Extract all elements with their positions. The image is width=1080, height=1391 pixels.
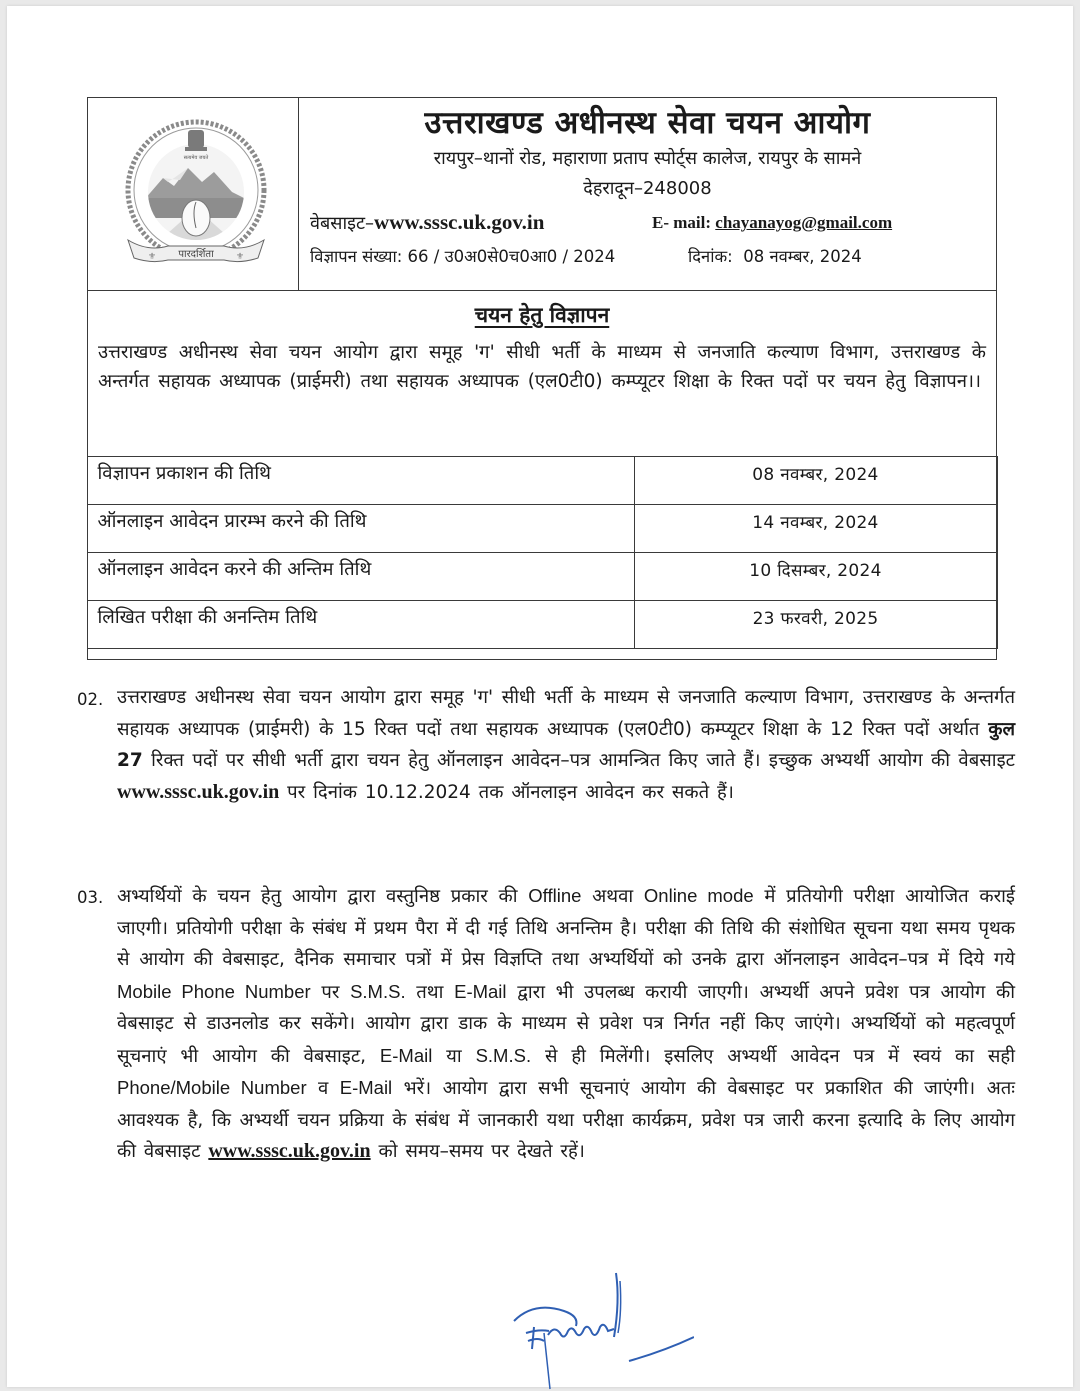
document-page xyxy=(7,6,1073,1387)
address-line-2: देहरादून–248008 xyxy=(583,178,712,199)
letterhead xyxy=(88,98,996,291)
commission-emblem-icon xyxy=(108,112,284,278)
logo-cell xyxy=(88,98,299,290)
website-link[interactable]: www.sssc.uk.gov.in xyxy=(208,1140,371,1162)
date-label-cell: ऑनलाइन आवेदन प्रारम्भ करने की तिथि xyxy=(87,505,634,553)
paragraph-body: उत्तराखण्ड अधीनस्थ सेवा चयन आयोग द्वारा समूह 'ग' सीधी भर्ती के माध्यम से जनजाति कल्याण विभाग, उत्तराखण्ड के अन्तर्गत सहायक अध्यापक (प्राईमरी) के 15 रिक्त पदों तथा सहायक अध्यापक (एल0टी0) कम्प्यूटर शिक्षा के 12 रिक्त पदों अर्थात कुल 27 रिक्त पदों पर सीधी भर्ती द्वारा चयन हेतु ऑनलाइन आवेदन–पत्र आमन्त्रित किए जाते हैं। इच्छुक अभ्यर्थी आयोग की वेबसाइट www.sssc.uk.gov.in पर दिनांक 10.12.2024 तक ऑनलाइन आवेदन कर सकते हैं। xyxy=(117,687,1015,803)
website-label: वेबसाइट– xyxy=(310,213,375,234)
notice-title: चयन हेतु विज्ञापन xyxy=(474,303,610,327)
table-row xyxy=(87,601,997,649)
paragraph-number: 03. xyxy=(77,888,104,907)
website-link[interactable]: www.sssc.uk.gov.in xyxy=(117,780,280,803)
svg-text:सत्यमेव जयते: सत्यमेव जयते xyxy=(183,155,209,161)
date-value-cell: 23 फरवरी, 2025 xyxy=(634,601,997,649)
email-line xyxy=(652,210,892,236)
date-label: दिनांक: xyxy=(688,247,738,266)
date-value-cell: 10 दिसम्बर, 2024 xyxy=(634,553,997,601)
important-dates-table xyxy=(87,456,998,649)
svg-text:⚜: ⚜ xyxy=(236,252,245,262)
paragraph-03 xyxy=(77,880,1015,1168)
notice-intro: उत्तराखण्ड अधीनस्थ सेवा चयन आयोग द्वारा समूह 'ग' सीधी भर्ती के माध्यम से जनजाति कल्याण विभाग, उत्तराखण्ड के अन्तर्गत सहायक अध्यापक (प्राईमरी) तथा सहायक अध्यापक (एल0टी0) कम्प्यूटर शिक्षा के रिक्त पदों पर चयन हेतु विज्ञापन।। xyxy=(98,342,986,392)
table-row xyxy=(87,505,997,553)
paragraph-body: अभ्यर्थियों के चयन हेतु आयोग द्वारा वस्तुनिष्ठ प्रकार की Offline अथवा Online mode में प्रतियोगी परीक्षा आयोजित कराई जाएगी। प्रतियोगी परीक्षा के संबंध में प्रथम पैरा में दी गई तिथि अनन्तिम है। परीक्षा की तिथि की संशोधित सूचना यथा समय पृथक से आयोग की वेबसाइट, दैनिक समाचार पत्रों में प्रेस विज्ञप्ति तथा अभ्यर्थियों को उनके द्वारा ऑनलाइन आवेदन–पत्र में दिये गये Mobile Phone Number पर S.M.S. तथा E-Mail द्वारा भी उपलब्ध करायी जाएगी। अभ्यर्थी अपने प्रवेश पत्र आयोग की वेबसाइट से डाउनलोड कर सकेंगे। आयोग द्वारा डाक के माध्यम से प्रवेश पत्र निर्गत नहीं किए जाएंगे। अभ्यर्थियों को महत्वपूर्ण सूचनाएं भी आयोग की वेबसाइट, E-Mail या S.M.S. से ही मिलेंगी। इसलिए अभ्यर्थी आवेदन पत्र में स्वयं का सही Phone/Mobile Number व E-Mail भरें। आयोग द्वारा सभी सूचनाएं आयोग की वेबसाइट पर प्रकाशित की जाएंगी। अतः आवश्यक है, कि अभ्यर्थी चयन प्रक्रिया के संबंध में जानकारी यथा परीक्षा कार्यक्रम, प्रवेश पत्र जारी करना इत्यादि के लिए आयोग की वेबसाइट www.sssc.uk.gov.in को समय–समय पर देखते रहें। xyxy=(117,885,1016,1162)
adv-no-label: विज्ञापन संख्या: xyxy=(310,247,408,266)
paragraph-number: 02. xyxy=(77,690,104,709)
table-row xyxy=(87,553,997,601)
advertisement-date xyxy=(688,244,862,270)
email-link[interactable]: chayanayog@gmail.com xyxy=(715,213,893,232)
adv-no-value: 66 / उ0अ0से0च0आ0 / 2024 xyxy=(407,247,616,266)
total-posts: कुल 27 xyxy=(117,718,1015,771)
table-row xyxy=(87,457,997,505)
email-label: E- mail: xyxy=(652,213,716,232)
website-link[interactable]: www.sssc.uk.gov.in xyxy=(374,210,545,234)
paragraph-02 xyxy=(77,682,1015,808)
date-label-cell: लिखित परीक्षा की अनन्तिम तिथि xyxy=(87,601,634,649)
svg-text:⚜: ⚜ xyxy=(148,252,157,262)
website-line xyxy=(310,208,544,238)
date-label-cell: विज्ञापन प्रकाशन की तिथि xyxy=(87,457,634,505)
organization-title: उत्तराखण्ड अधीनस्थ सेवा चयन आयोग xyxy=(424,105,871,141)
signature-icon xyxy=(504,1271,694,1391)
date-label-cell: ऑनलाइन आवेदन करने की अन्तिम तिथि xyxy=(87,553,634,601)
date-value: 08 नवम्बर, 2024 xyxy=(743,247,862,266)
advertisement-number xyxy=(310,244,615,270)
date-value-cell: 08 नवम्बर, 2024 xyxy=(634,457,997,505)
svg-text:पारदर्शिता: पारदर्शिता xyxy=(178,249,214,260)
address-line-1: रायपुर–थानों रोड, महाराणा प्रताप स्पोर्ट्स कालेज, रायपुर के सामने xyxy=(433,148,862,169)
date-value-cell: 14 नवम्बर, 2024 xyxy=(634,505,997,553)
notice-box xyxy=(87,97,997,660)
